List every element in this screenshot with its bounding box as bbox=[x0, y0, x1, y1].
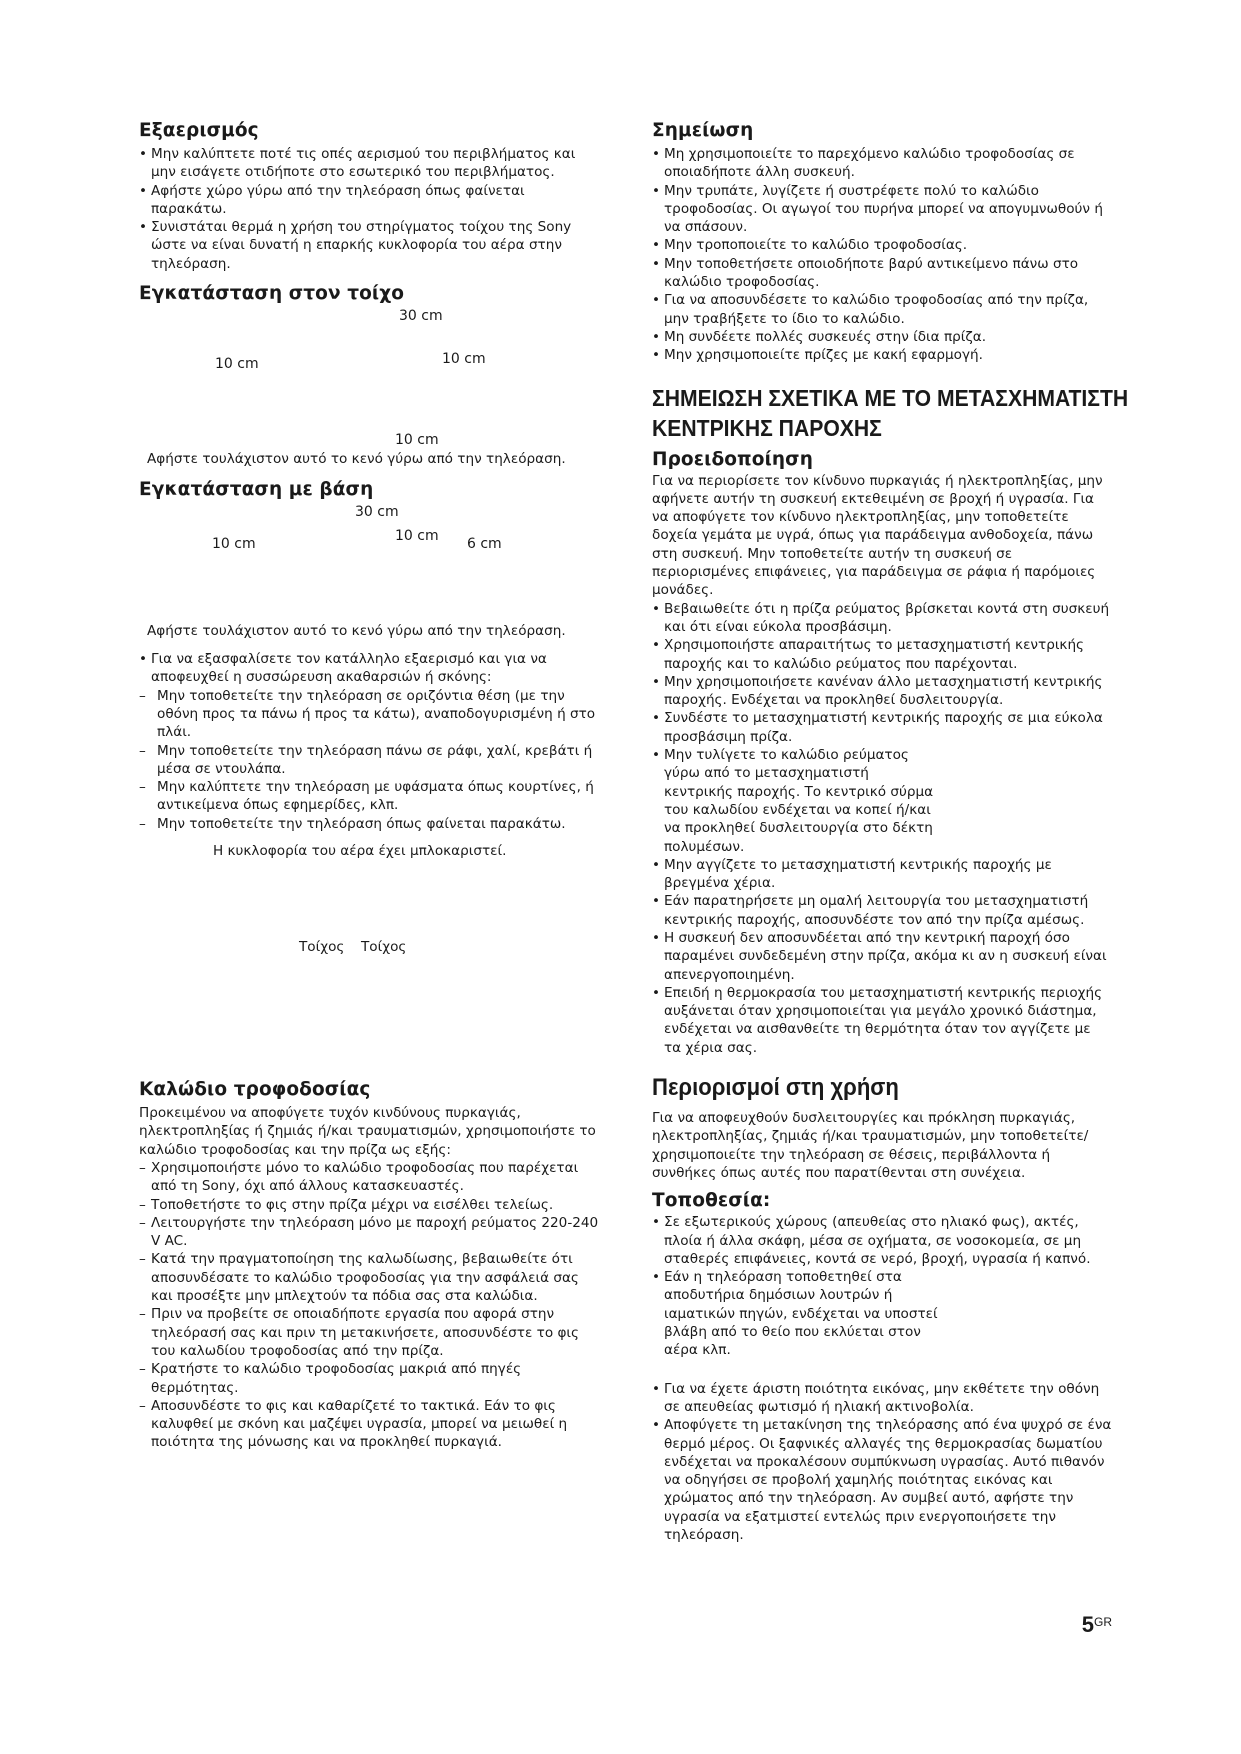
list-item: • Αφήστε χώρο γύρω από την τηλεόραση όπως φαίνεται παρακάτω. bbox=[139, 182, 601, 219]
list-item: – Κρατήστε το καλώδιο τροφοδοσίας μακριά από πηγές θερμότητας. bbox=[139, 1360, 601, 1397]
list-item: – Τοποθετήστε το φις στην πρίζα μέχρι να εισέλθει τελείως. bbox=[139, 1196, 601, 1214]
stand-install-caption: Αφήστε τουλάχιστον αυτό το κενό γύρω από την τηλεόραση. bbox=[147, 623, 566, 640]
list-item: • Εάν η τηλεόραση τοποθετηθεί στα αποδυτήρια δημόσιων λουτρών ή ιαματικών πηγών, ενδέχεται να υποστεί βλάβη από το θείο που εκλύεται στον αέρα κλπ. bbox=[652, 1268, 1112, 1359]
ventilation-title: Εξαερισμός bbox=[139, 120, 259, 141]
list-item: • Αποφύγετε τη μετακίνηση της τηλεόρασης από ένα ψυχρό σε ένα θερμό μέρος. Οι ξαφνικές αλλαγές της θερμοκρασίας δωματίου ενδέχεται να προκαλέσουν συμπύκνωση υγρασίας. Αυτό πιθανόν να οδηγήσει σε προβολή χαμηλής ποιότητας εικόνας και χρώματος από την τηλεόραση. Αν συμβεί αυτό, αφήστε την υγρασία να εξατμιστεί εντελώς πριν ενεργοποιήσετε την τηλεόραση. bbox=[652, 1416, 1112, 1544]
wall-install-caption: Αφήστε τουλάχιστον αυτό το κενό γύρω από την τηλεόραση. bbox=[147, 451, 566, 468]
stand-right-clearance: 10 cm bbox=[395, 528, 439, 545]
adapter-title-line1: ΣΗΜΕΙΩΣΗ ΣΧΕΤΙΚΑ ΜΕ ΤΟ ΜΕΤΑΣΧΗΜΑΤΙΣΤΗ bbox=[652, 384, 1129, 411]
location-list bbox=[652, 1213, 1112, 1544]
blocked-airflow-caption: Η κυκλοφορία του αέρα έχει μπλοκαριστεί. bbox=[213, 843, 507, 860]
location-title: Τοποθεσία: bbox=[652, 1190, 771, 1212]
page-number-value: 5 bbox=[1081, 1612, 1094, 1637]
stand-bottom-clearance: 6 cm bbox=[467, 536, 502, 553]
list-item: • Συνδέστε το μετασχηματιστή κεντρικής παροχής σε μια εύκολα προσβάσιμη πρίζα. bbox=[652, 709, 1112, 746]
wall-label-1: Τοίχος bbox=[299, 939, 345, 956]
list-item: • Μην χρησιμοποιήσετε κανέναν άλλο μετασχηματιστή κεντρικής παροχής. Ενδέχεται να προκληθεί δυσλειτουργία. bbox=[652, 673, 1112, 710]
list-item: • Μην καλύπτετε ποτέ τις οπές αερισμού του περιβλήματος και μην εισάγετε οτιδήποτε στο εσωτερικό του περιβλήματος. bbox=[139, 145, 601, 182]
restrictions-intro: Για να αποφευχθούν δυσλειτουργίες και πρόκληση πυρκαγιάς, ηλεκτροπληξίας, ζημιάς ή/και τραυματισμών, μην τοποθετείτε/χρησιμοποιείτε την τηλεόραση σε θέσεις, περιβάλλοντα ή συνθήκες όπως αυτές που παρατίθενται στη συνέχεια. bbox=[652, 1110, 1089, 1181]
list-item: – Μην τοποθετείτε την τηλεόραση όπως φαίνεται παρακάτω. bbox=[139, 815, 601, 833]
stand-install-title: Εγκατάσταση με βάση bbox=[139, 479, 374, 501]
list-item: – Πριν να προβείτε σε οποιαδήποτε εργασία που αφορά στην τηλεόρασή σας και πριν τη μετακινήσετε, αποσυνδέστε το φις του καλωδίου τροφοδοσίας από την πρίζα. bbox=[139, 1305, 601, 1360]
list-item: • Μην χρησιμοποιείτε πρίζες με κακή εφαρμογή. bbox=[652, 346, 1112, 364]
list-item: • Μη χρησιμοποιείτε το παρεχόμενο καλώδιο τροφοδοσίας σε οποιαδήποτε άλλη συσκευή. bbox=[652, 145, 1112, 182]
proper-ventilation-sublist bbox=[139, 687, 601, 833]
proper-ventilation-intro: Για να εξασφαλίσετε τον κατάλληλο εξαερισμό και για να αποφευχθεί η συσσώρευση ακαθαρσιών ή σκόνης: bbox=[151, 651, 547, 686]
wall-bottom-clearance: 10 cm bbox=[395, 432, 439, 449]
left-column bbox=[139, 120, 601, 1452]
stand-left-clearance: 10 cm bbox=[212, 536, 256, 553]
list-item: • Εάν παρατηρήσετε μη ομαλή λειτουργία του μετασχηματιστή κεντρικής παροχής, αποσυνδέστε τον από την πρίζα αμέσως. bbox=[652, 892, 1112, 929]
power-cord-list bbox=[139, 1159, 601, 1452]
restrictions-title: Περιορισμοί στη χρήση bbox=[652, 1074, 899, 1102]
adapter-heading bbox=[652, 383, 1129, 443]
list-item: • Σε εξωτερικούς χώρους (απευθείας στο ηλιακό φως), ακτές, πλοία ή άλλα σκάφη, μέσα σε οχήματα, σε νοσοκομεία, σε μη σταθερές επιφάνειες, κοντά σε νερό, βροχή, υγρασία ή καπνό. bbox=[652, 1213, 1112, 1268]
wall-right-clearance: 10 cm bbox=[442, 351, 486, 368]
wall-left-clearance: 10 cm bbox=[215, 356, 259, 373]
wall-top-clearance: 30 cm bbox=[399, 308, 443, 325]
list-item: – Λειτουργήστε την τηλεόραση μόνο με παροχή ρεύματος 220-240 V AC. bbox=[139, 1214, 601, 1251]
stand-install-figure bbox=[139, 504, 601, 622]
warning-text: Για να περιορίσετε τον κίνδυνο πυρκαγιάς ή ηλεκτροπληξίας, μην αφήνετε αυτήν τη συσκευή εκτεθειμένη σε βροχή ή υγρασία. Για να αποφύγετε τον κίνδυνο ηλεκτροπληξίας, μην τοποθετείτε δοχεία γεμάτα με υγρά, όπως για παράδειγμα ανθοδοχεία, πάνω στη συσκευή. Μην τοποθετείτε αυτήν τη συσκευή σε περιορισμένες επιφάνειες, για παράδειγμα σε ράφια ή παρόμοιες μονάδες. bbox=[652, 472, 1103, 599]
list-item: • Μην αγγίζετε το μετασχηματιστή κεντρικής παροχής με βρεγμένα χέρια. bbox=[652, 856, 1112, 893]
power-cord-intro: Προκειμένου να αποφύγετε τυχόν κινδύνους πυρκαγιάς, ηλεκτροπληξίας ή ζημιάς ή/και τραυματισμών, χρησιμοποιήστε το καλώδιο τροφοδοσίας και την πρίζα ως εξής: bbox=[139, 1105, 596, 1158]
list-item: • Για να αποσυνδέσετε το καλώδιο τροφοδοσίας από την πρίζα, μην τραβήξετε το ίδιο το καλώδιο. bbox=[652, 291, 1112, 328]
wall-install-title: Εγκατάσταση στον τοίχο bbox=[139, 283, 405, 305]
ventilation-list bbox=[139, 145, 601, 273]
list-item: • Μη συνδέετε πολλές συσκευές στην ίδια πρίζα. bbox=[652, 328, 1112, 346]
list-item: – Κατά την πραγματοποίηση της καλωδίωσης, βεβαιωθείτε ότι αποσυνδέσατε το καλώδιο τροφοδοσίας για την ασφάλειά σας και προσέξτε μην μπλεχτούν τα πόδια σας στα καλώδια. bbox=[139, 1250, 601, 1305]
blocked-airflow-figure bbox=[139, 833, 601, 1079]
list-item: • Για να έχετε άριστη ποιότητα εικόνας, μην εκθέτετε την οθόνη σε απευθείας φωτισμό ή ηλιακή ακτινοβολία. bbox=[652, 1380, 1112, 1417]
note-list bbox=[652, 145, 1112, 365]
list-item: • Μην τροποποιείτε το καλώδιο τροφοδοσίας. bbox=[652, 236, 1112, 254]
list-item: • Επειδή η θερμοκρασία του μετασχηματιστή κεντρικής περιοχής αυξάνεται όταν χρησιμοποιείται για μεγάλο χρονικό διάστημα, ενδέχεται να αισθανθείτε τη θερμότητα όταν τον αγγίζετε με τα χέρια σας. bbox=[652, 984, 1112, 1057]
stand-top-clearance: 30 cm bbox=[355, 504, 399, 521]
list-item: • Χρησιμοποιήστε απαραιτήτως το μετασχηματιστή κεντρικής παροχής και το καλώδιο ρεύματος που παρέχονται. bbox=[652, 636, 1112, 673]
proper-ventilation-list bbox=[139, 650, 601, 687]
list-item bbox=[139, 650, 601, 687]
list-item: • Βεβαιωθείτε ότι η πρίζα ρεύματος βρίσκεται κοντά στη συσκευή και ότι είναι εύκολα προσβάσιμη. bbox=[652, 600, 1112, 637]
list-item: – Μην καλύπτετε την τηλεόραση με υφάσματα όπως κουρτίνες, ή αντικείμενα όπως εφημερίδες, κλπ. bbox=[139, 778, 601, 815]
wall-label-2: Τοίχος bbox=[361, 939, 407, 956]
page-number bbox=[1082, 1612, 1112, 1638]
list-item: • Μην τυλίγετε το καλώδιο ρεύματος γύρω από το μετασχηματιστή κεντρικής παροχής. Το κεντρικό σύρμα του καλωδίου ενδέχεται να κοπεί ή/και να προκληθεί δυσλειτουργία στο δέκτη πολυμέσων. bbox=[652, 746, 1112, 856]
list-item: • Μην τοποθετήσετε οποιοδήποτε βαρύ αντικείμενο πάνω στο καλώδιο τροφοδοσίας. bbox=[652, 255, 1112, 292]
right-column bbox=[652, 120, 1129, 1544]
list-item: – Αποσυνδέστε το φις και καθαρίζετέ το τακτικά. Εάν το φις καλυφθεί με σκόνη και μαζέψει υγρασία, μπορεί να μειωθεί η ποιότητα της μόνωσης και να προκληθεί πυρκαγιά. bbox=[139, 1397, 601, 1452]
warning-title: Προειδοποίηση bbox=[652, 448, 813, 470]
list-item: – Μην τοποθετείτε την τηλεόραση σε οριζόντια θέση (με την οθόνη προς τα πάνω ή προς τα κάτω), αναποδογυρισμένη ή στο πλάι. bbox=[139, 687, 601, 742]
adapter-title-line2: ΚΕΝΤΡΙΚΗΣ ΠΑΡΟΧΗΣ bbox=[652, 414, 882, 441]
list-item: • Η συσκευή δεν αποσυνδέεται από την κεντρική παροχή όσο παραμένει συνδεδεμένη στην πρίζα, ακόμα κι αν η συσκευή είναι απενεργοποιημένη. bbox=[652, 929, 1112, 984]
note-title: Σημείωση bbox=[652, 120, 754, 141]
list-item: • Συνιστάται θερμά η χρήση του στηρίγματος τοίχου της Sony ώστε να είναι δυνατή η επαρκής κυκλοφορία του αέρα στην τηλεόραση. bbox=[139, 218, 601, 273]
page-number-suffix: GR bbox=[1094, 1615, 1112, 1629]
power-cord-title: Καλώδιο τροφοδοσίας bbox=[139, 1079, 371, 1101]
wall-install-figure bbox=[139, 308, 601, 450]
list-item: • Μην τρυπάτε, λυγίζετε ή συστρέφετε πολύ το καλώδιο τροφοδοσίας. Οι αγωγοί του πυρήνα μπορεί να απογυμνωθούν ή να σπάσουν. bbox=[652, 182, 1112, 237]
adapter-list bbox=[652, 600, 1112, 1057]
list-item: – Χρησιμοποιήστε μόνο το καλώδιο τροφοδοσίας που παρέχεται από τη Sony, όχι από άλλους κατασκευαστές. bbox=[139, 1159, 601, 1196]
list-item: – Μην τοποθετείτε την τηλεόραση πάνω σε ράφι, χαλί, κρεβάτι ή μέσα σε ντουλάπα. bbox=[139, 742, 601, 779]
